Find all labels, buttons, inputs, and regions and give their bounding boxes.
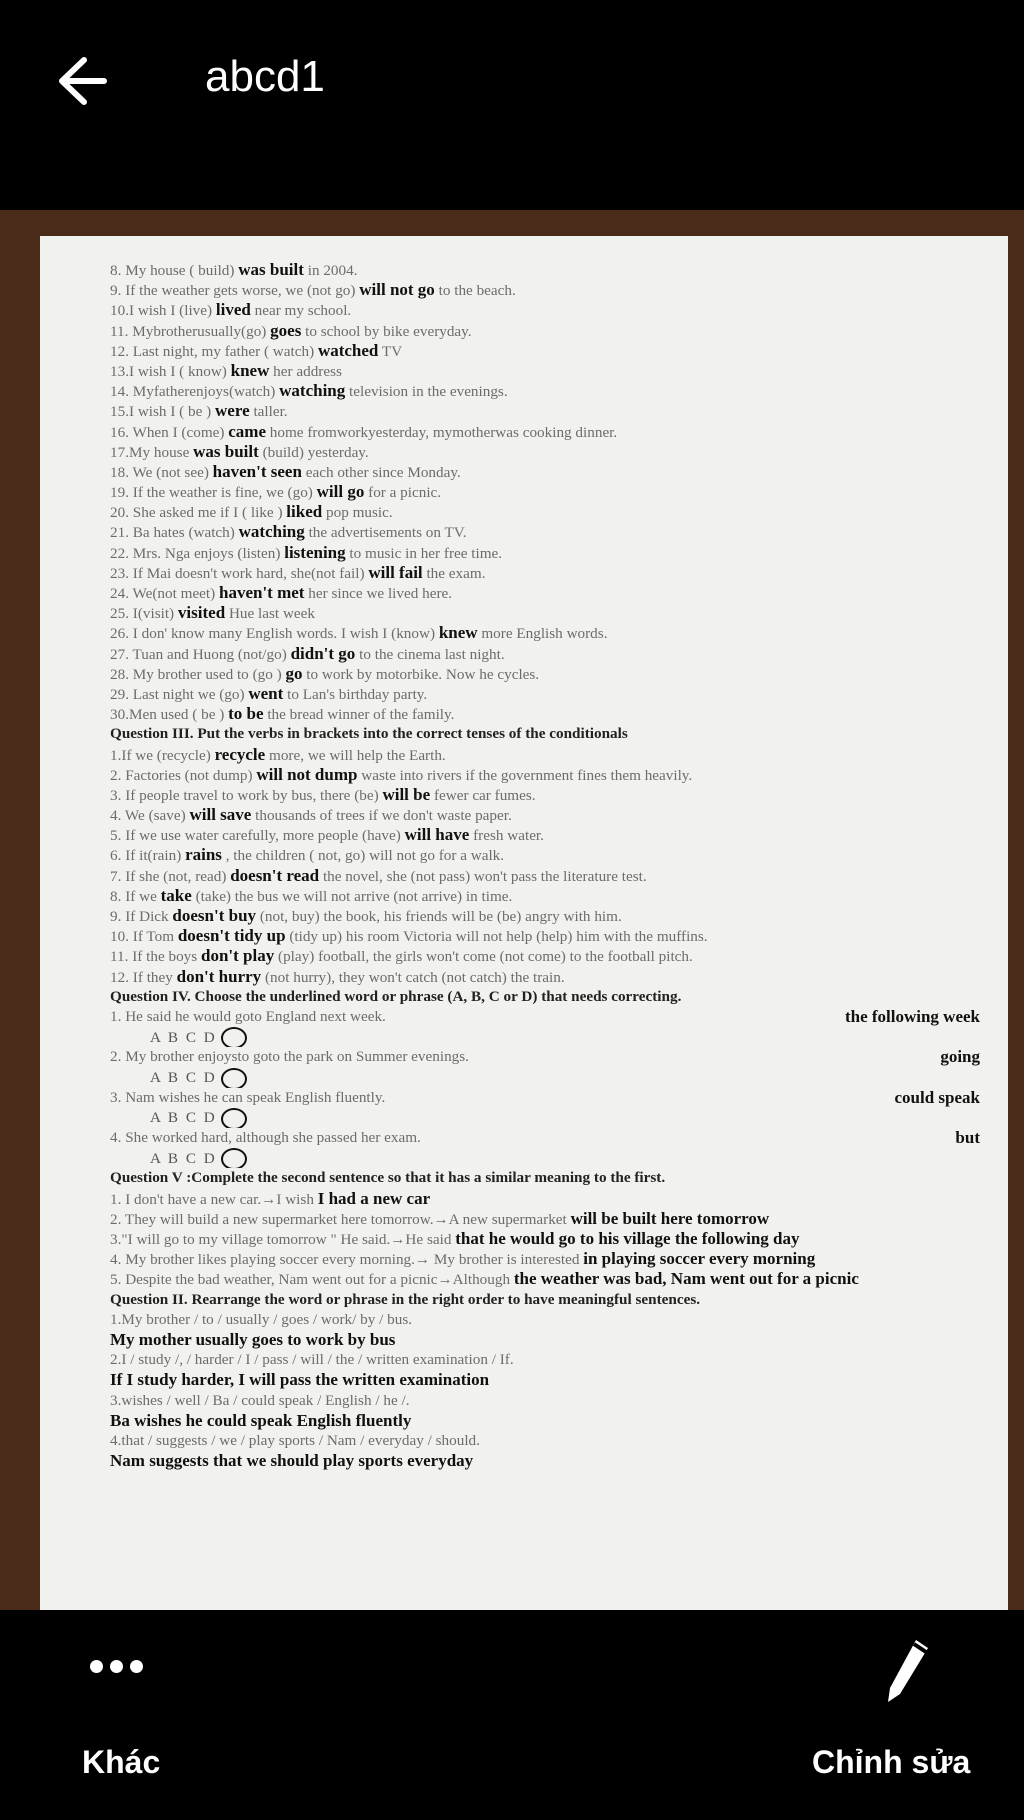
- worksheet-line: [110, 1350, 1010, 1370]
- worksheet-line: [110, 300, 1010, 320]
- prompt-text: 2. They will build a new supermarket here tomorrow.→A new supermarket: [110, 1210, 567, 1228]
- prompt-suffix: fresh water.: [473, 827, 544, 845]
- worksheet-line: [110, 563, 1010, 583]
- handwritten-answer: was built: [238, 260, 304, 279]
- handwritten-answer: liked: [286, 502, 323, 522]
- handwritten-answer: will be built here tomorrow: [570, 1208, 770, 1228]
- worksheet-line: [110, 522, 1010, 542]
- more-button[interactable]: Khác: [82, 1744, 161, 1780]
- prompt-text: 6. If it(rain): [110, 847, 182, 865]
- handwritten-answer: doesn't buy: [172, 906, 257, 925]
- worksheet-line: [110, 1128, 1010, 1148]
- prompt-suffix: to the cinema last night.: [359, 645, 505, 663]
- prompt-text: 12. If they: [110, 968, 173, 986]
- worksheet-line: [110, 1007, 1010, 1027]
- prompt-suffix: more English words.: [481, 625, 608, 643]
- section-heading: [110, 1290, 1010, 1310]
- prompt-suffix: home fromworkyesterday, mymotherwas cooking dinner.: [269, 423, 618, 441]
- prompt-suffix: near my school.: [254, 302, 352, 320]
- worksheet-line: [110, 321, 1010, 341]
- prompt-suffix: the bread winner of the family.: [267, 706, 455, 724]
- prompt-text: 12. Last night, my father ( watch): [110, 342, 315, 360]
- prompt-text: 2. My brother enjoysto goto the park on Summer evenings.: [110, 1048, 469, 1066]
- worksheet-line: [110, 886, 1010, 906]
- prompt-text: 21. Ba hates (watch): [110, 524, 235, 542]
- prompt-text: 4. My brother likes playing soccer every morning.→ My brother is interested: [110, 1251, 580, 1269]
- more-dots-icon[interactable]: [90, 1660, 150, 1680]
- section-heading: [110, 1168, 1010, 1188]
- option-letters-text: A B C D: [150, 1109, 217, 1127]
- handwritten-answer: in playing soccer every morning: [583, 1249, 816, 1269]
- pen-icon[interactable]: [882, 1636, 932, 1706]
- handwritten-answer: could speak: [894, 1087, 980, 1107]
- handwritten-answer: the following week: [844, 1006, 980, 1026]
- worksheet-line: [110, 1411, 1010, 1431]
- worksheet-line: [110, 260, 1010, 280]
- prompt-text: 1.My brother / to / usually / goes / work/ by / bus.: [110, 1310, 413, 1328]
- prompt-text: 27. Tuan and Huong (not/go): [110, 645, 287, 663]
- arrow-left-icon[interactable]: [48, 48, 114, 114]
- question-iii-title: Question III. Put the verbs in brackets into the correct tenses of the conditionals: [110, 725, 628, 743]
- worksheet-line: [110, 684, 1010, 704]
- circled-choice-mark: [221, 1068, 247, 1088]
- prompt-suffix: taller.: [253, 403, 288, 421]
- handwritten-answer: go: [285, 663, 303, 683]
- handwritten-answer: will be: [382, 784, 431, 804]
- option-letters: [110, 1148, 1010, 1168]
- handwritten-answer: to be: [228, 704, 264, 724]
- worksheet-line: [110, 1088, 1010, 1108]
- handwritten-answer: was built: [193, 441, 259, 461]
- prompt-suffix: to music in her free time.: [349, 544, 503, 562]
- prompt-suffix: each other since Monday.: [305, 463, 461, 481]
- worksheet-paper: [40, 236, 1008, 1610]
- worksheet-line: [110, 906, 1010, 926]
- handwritten-answer: will go: [316, 482, 365, 502]
- prompt-text: 15.I wish I ( be ): [110, 403, 212, 421]
- prompt-suffix: pop music.: [326, 504, 393, 522]
- worksheet-line: [110, 1189, 1010, 1209]
- worksheet-line: [110, 543, 1010, 563]
- handwritten-answer: knew: [230, 360, 270, 380]
- prompt-text: 7. If she (not, read): [110, 867, 227, 885]
- handwritten-answer: I had a new car: [317, 1188, 431, 1208]
- prompt-text: 8. If we: [110, 887, 157, 905]
- worksheet-line: [110, 1249, 1010, 1269]
- worksheet-line: [110, 664, 1010, 684]
- prompt-text: 30.Men used ( be ): [110, 706, 225, 724]
- handwritten-answer: rains: [185, 845, 222, 865]
- handwritten-answer: watching: [279, 381, 346, 401]
- prompt-suffix: in 2004.: [307, 262, 358, 279]
- prompt-suffix: thousands of trees if we don't waste paper.: [255, 807, 512, 825]
- worksheet-line: [110, 1269, 1010, 1289]
- prompt-text: 16. When I (come): [110, 423, 225, 441]
- handwritten-answer: doesn't read: [230, 865, 320, 885]
- worksheet-line: [110, 1370, 1010, 1390]
- prompt-text: 25. I(visit): [110, 605, 175, 623]
- prompt-text: 2.I / study /, / harder / I / pass / will / the / written examination / If.: [110, 1351, 514, 1369]
- prompt-text: 4. She worked hard, although she passed her exam.: [110, 1129, 421, 1147]
- circled-choice-mark: [221, 1148, 247, 1168]
- handwritten-answer: watched: [317, 340, 379, 360]
- circled-choice-mark: [221, 1108, 247, 1128]
- prompt-text: 4.that / suggests / we / play sports / Nam / everyday / should.: [110, 1431, 480, 1449]
- handwritten-answer: take: [160, 885, 192, 905]
- prompt-text: 22. Mrs. Nga enjoys (listen): [110, 544, 281, 562]
- handwritten-answer: haven't met: [219, 583, 305, 602]
- prompt-suffix: to work by motorbike. Now he cycles.: [306, 665, 540, 683]
- prompt-text: 14. Myfatherenjoys(watch): [110, 383, 276, 401]
- prompt-text: 13.I wish I ( know): [110, 362, 227, 380]
- worksheet-line: [110, 583, 1010, 603]
- prompt-text: 10.I wish I (live): [110, 302, 213, 320]
- prompt-suffix: the exam.: [426, 564, 486, 582]
- worksheet-line: [110, 623, 1010, 643]
- prompt-text: 1.If we (recycle): [110, 746, 211, 764]
- worksheet-line: [110, 482, 1010, 502]
- prompt-text: 9. If Dick: [110, 908, 169, 925]
- bottom-bar: [0, 1610, 1024, 1820]
- handwritten-answer: My mother usually goes to work by bus: [110, 1329, 396, 1349]
- handwritten-answer: but: [955, 1128, 980, 1148]
- handwritten-answer: knew: [438, 623, 478, 643]
- prompt-suffix: (tidy up) his room Victoria will not help (help) him with the muffins.: [289, 928, 708, 946]
- prompt-text: 20. She asked me if I ( like ): [110, 504, 283, 522]
- handwritten-answer: going: [940, 1047, 980, 1067]
- prompt-text: 19. If the weather is fine, we (go): [110, 484, 313, 502]
- prompt-suffix: (build) yesterday.: [262, 443, 369, 461]
- worksheet-line: [110, 1310, 1010, 1330]
- prompt-text: 3.wishes / well / Ba / could speak / English / he /.: [110, 1391, 410, 1409]
- worksheet-line: [110, 644, 1010, 664]
- worksheet-line: [110, 967, 1010, 987]
- prompt-suffix: (not, buy) the book, his friends will be (be) angry with him.: [259, 908, 622, 925]
- option-letters: [110, 1027, 1010, 1047]
- prompt-text: 23. If Mai doesn't work hard, she(not fail): [110, 564, 365, 582]
- handwritten-answer: goes: [270, 320, 302, 340]
- handwritten-answer: will save: [189, 805, 252, 825]
- worksheet-line: [110, 1229, 1010, 1249]
- prompt-text: 17.My house: [110, 443, 190, 461]
- section-heading: [110, 987, 1010, 1007]
- prompt-text: 9. If the weather gets worse, we (not go): [110, 282, 356, 300]
- option-letters-text: A B C D: [150, 1149, 217, 1167]
- prompt-text: 3. If people travel to work by bus, there (be): [110, 786, 379, 804]
- worksheet-line: [110, 704, 1010, 724]
- handwritten-answer: the weather was bad, Nam went out for a picnic: [513, 1269, 859, 1289]
- worksheet-line: [110, 946, 1010, 966]
- prompt-suffix: television in the evenings.: [349, 383, 508, 401]
- prompt-text: 10. If Tom: [110, 928, 175, 946]
- page-title: abcd1: [205, 52, 325, 101]
- worksheet-line: [110, 745, 1010, 765]
- worksheet-line: [110, 341, 1010, 361]
- prompt-text: 24. We(not meet): [110, 585, 216, 602]
- handwritten-answer: don't hurry: [176, 966, 262, 986]
- prompt-text: 5. If we use water carefully, more people (have): [110, 827, 401, 845]
- prompt-suffix: her since we lived here.: [308, 585, 453, 602]
- worksheet-line: [110, 926, 1010, 946]
- prompt-suffix: fewer car fumes.: [433, 786, 536, 804]
- worksheet-line: [110, 1209, 1010, 1229]
- prompt-suffix: (take) the bus we will not arrive (not arrive) in time.: [195, 887, 513, 905]
- option-letters: [110, 1068, 1010, 1088]
- handwritten-answer: watching: [238, 522, 305, 542]
- handwritten-answer: that he would go to his village the following day: [455, 1229, 800, 1248]
- worksheet-line: [110, 1391, 1010, 1411]
- worksheet-line: [110, 1047, 1010, 1067]
- handwritten-answer: will not dump: [256, 764, 358, 784]
- handwritten-answer: will fail: [368, 562, 423, 582]
- prompt-suffix: to the beach.: [438, 282, 516, 300]
- prompt-suffix: to school by bike everyday.: [305, 322, 472, 340]
- handwritten-answer: lived: [215, 300, 251, 320]
- worksheet-line: [110, 462, 1010, 482]
- worksheet-line: [110, 785, 1010, 805]
- worksheet-line: [110, 442, 1010, 462]
- worksheet-line: [110, 765, 1010, 785]
- worksheet-line: [110, 361, 1010, 381]
- question-ii-title: Question II. Rearrange the word or phrase in the right order to have meaningful sentences.: [110, 1290, 701, 1308]
- prompt-suffix: for a picnic.: [368, 484, 442, 502]
- prompt-suffix: the novel, she (not pass) won't pass the literature test.: [322, 867, 647, 885]
- prompt-suffix: , the children ( not, go) will not go for a walk.: [225, 847, 505, 865]
- prompt-suffix: (play) football, the girls won't come (not come) to the football pitch.: [278, 948, 693, 966]
- handwritten-answer: will not go: [359, 280, 435, 300]
- handwritten-answer: visited: [177, 603, 226, 623]
- worksheet-line: [110, 280, 1010, 300]
- edit-button[interactable]: Chỉnh sửa: [812, 1744, 971, 1780]
- option-letters-text: A B C D: [150, 1068, 217, 1086]
- worksheet-line: [110, 825, 1010, 845]
- handwritten-answer: were: [215, 401, 250, 421]
- prompt-text: 8. My house ( build): [110, 262, 235, 279]
- prompt-suffix: the advertisements on TV.: [308, 524, 467, 542]
- handwritten-answer: recycle: [214, 744, 266, 764]
- handwritten-answer: haven't seen: [212, 461, 302, 481]
- prompt-suffix: (not hurry), they won't catch (not catch) the train.: [264, 968, 565, 986]
- prompt-text: 29. Last night we (go): [110, 685, 245, 703]
- handwritten-answer: Nam suggests that we should play sports everyday: [110, 1451, 474, 1471]
- question-iv-title: Question IV. Choose the underlined word or phrase (A, B, C or D) that needs correcting.: [110, 987, 682, 1005]
- worksheet-content: [110, 260, 1010, 1471]
- handwritten-answer: doesn't tidy up: [177, 926, 286, 946]
- section-heading: [110, 724, 1010, 744]
- prompt-text: 4. We (save): [110, 807, 186, 825]
- handwritten-answer: went: [248, 683, 284, 703]
- prompt-text: 11. Mybrotherusually(go): [110, 322, 267, 340]
- prompt-text: 11. If the boys: [110, 948, 198, 966]
- option-letters-text: A B C D: [150, 1028, 217, 1046]
- worksheet-line: [110, 805, 1010, 825]
- handwritten-answer: didn't go: [290, 643, 356, 663]
- prompt-text: 18. We (not see): [110, 463, 209, 481]
- option-letters: [110, 1108, 1010, 1128]
- handwritten-answer: will have: [404, 825, 470, 845]
- worksheet-line: [110, 422, 1010, 442]
- question-v-title: Question V :Complete the second sentence so that it has a similar meaning to the first.: [110, 1169, 666, 1187]
- prompt-text: 1. He said he would goto England next week.: [110, 1007, 386, 1025]
- handwritten-answer: listening: [284, 542, 346, 562]
- handwritten-answer: If I study harder, I will pass the written examination: [110, 1370, 490, 1390]
- prompt-suffix: waste into rivers if the government fines them heavily.: [361, 766, 693, 784]
- worksheet-line: [110, 401, 1010, 421]
- prompt-text: 3. Nam wishes he can speak English fluently.: [110, 1088, 386, 1106]
- worksheet-line: [110, 1431, 1010, 1451]
- prompt-text: 28. My brother used to (go ): [110, 665, 282, 683]
- top-bar: [0, 0, 1024, 210]
- worksheet-line: [110, 845, 1010, 865]
- prompt-text: 2. Factories (not dump): [110, 766, 253, 784]
- worksheet-line: [110, 1330, 1010, 1350]
- prompt-text: 26. I don' know many English words. I wish I (know): [110, 625, 436, 643]
- worksheet-line: [110, 1451, 1010, 1471]
- prompt-suffix: more, we will help the Earth.: [269, 746, 446, 764]
- prompt-suffix: TV: [381, 342, 403, 360]
- worksheet-line: [110, 381, 1010, 401]
- prompt-text: 3."I will go to my village tomorrow " He said.→He said: [110, 1231, 452, 1248]
- worksheet-line: [110, 866, 1010, 886]
- prompt-text: 5. Despite the bad weather, Nam went out for a picnic→Although: [110, 1271, 511, 1289]
- prompt-text: 1. I don't have a new car.→I wish: [110, 1190, 314, 1208]
- handwritten-answer: came: [228, 421, 266, 441]
- prompt-suffix: Hue last week: [228, 605, 315, 623]
- prompt-suffix: to Lan's birthday party.: [287, 685, 428, 703]
- document-image: [0, 210, 1024, 1610]
- handwritten-answer: don't play: [200, 946, 275, 966]
- circled-choice-mark: [221, 1027, 247, 1047]
- worksheet-line: [110, 502, 1010, 522]
- prompt-suffix: her address: [273, 362, 342, 380]
- worksheet-line: [110, 603, 1010, 623]
- handwritten-answer: Ba wishes he could speak English fluently: [110, 1410, 412, 1430]
